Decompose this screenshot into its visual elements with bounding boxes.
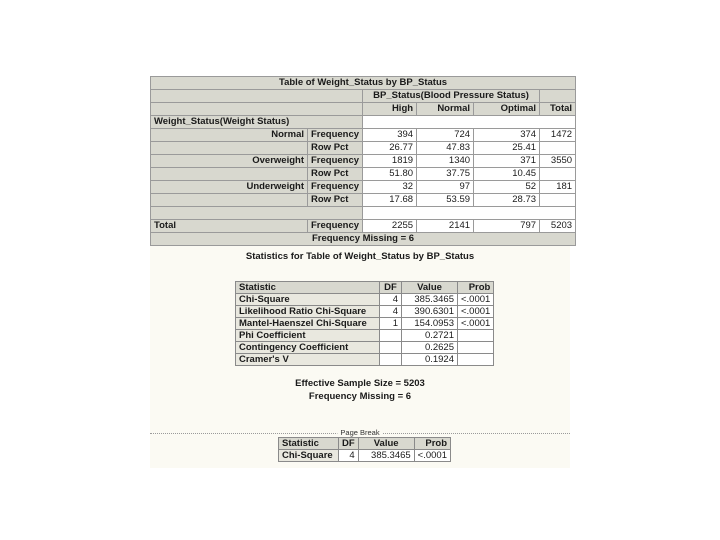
statistic-value: 0.2721 — [402, 330, 458, 342]
column-header: DF — [380, 282, 402, 294]
statistics-title: Statistics for Table of Weight_Status by BP_Status — [245, 251, 475, 262]
table-row — [236, 294, 494, 306]
table-row — [236, 330, 494, 342]
cell-value: 724 — [417, 129, 474, 142]
table-row — [151, 181, 576, 194]
statistic-value: 385.3465 — [358, 450, 414, 462]
column-header: Prob — [458, 282, 494, 294]
prob-value: <.0001 — [414, 450, 450, 462]
cell-value: 10.45 — [474, 168, 540, 181]
statistic-name: Contingency Coefficient — [236, 342, 380, 354]
freq-label: Frequency — [308, 181, 363, 194]
prob-value: <.0001 — [458, 294, 494, 306]
column-total: 2141 — [417, 220, 474, 233]
df-value — [380, 354, 402, 366]
statistic-value: 0.2625 — [402, 342, 458, 354]
column-total: 797 — [474, 220, 540, 233]
effective-sample-size: Effective Sample Size = 5203 — [295, 378, 425, 389]
pct-label: Row Pct — [308, 142, 363, 155]
table-row — [151, 194, 576, 207]
cell-value: 371 — [474, 155, 540, 168]
cell-value: 32 — [363, 181, 417, 194]
df-value: 4 — [339, 450, 359, 462]
statistics-table — [235, 281, 494, 366]
statistic-name: Cramer's V — [236, 354, 380, 366]
column-variable-row — [151, 90, 576, 103]
cell-value: 53.59 — [417, 194, 474, 207]
row-label: Overweight — [151, 155, 308, 168]
row-label: Underweight — [151, 181, 308, 194]
frequency-missing: Frequency Missing = 6 — [151, 233, 576, 246]
statistic-name: Chi-Square — [279, 450, 339, 462]
statistic-value: 390.6301 — [402, 306, 458, 318]
crosstab-title: Table of Weight_Status by BP_Status — [151, 77, 576, 90]
column-header: Statistic — [236, 282, 380, 294]
statistic-value: 0.1924 — [402, 354, 458, 366]
total-label: Total — [151, 220, 308, 233]
column-total: 2255 — [363, 220, 417, 233]
statistic-name: Phi Coefficient — [236, 330, 380, 342]
cell-value: 28.73 — [474, 194, 540, 207]
prob-value — [458, 330, 494, 342]
crosstab-table — [150, 76, 576, 246]
column-header: Normal — [417, 103, 474, 116]
cell-value: 47.83 — [417, 142, 474, 155]
row-total: 1472 — [540, 129, 576, 142]
column-header: Prob — [414, 438, 450, 450]
table-row — [151, 168, 576, 181]
table-row — [279, 450, 451, 462]
table-row — [236, 306, 494, 318]
column-header: Optimal — [474, 103, 540, 116]
row-label: Normal — [151, 129, 308, 142]
total-row — [151, 220, 576, 233]
table-row — [236, 318, 494, 330]
cell-value: 374 — [474, 129, 540, 142]
row-variable-label: Weight_Status(Weight Status) — [151, 116, 363, 129]
statistic-name: Chi-Square — [236, 294, 380, 306]
prob-value — [458, 354, 494, 366]
statistic-name: Likelihood Ratio Chi-Square — [236, 306, 380, 318]
cell-value: 394 — [363, 129, 417, 142]
column-variable-label: BP_Status(Blood Pressure Status) — [363, 90, 540, 103]
table-row — [236, 354, 494, 366]
cell-value: 52 — [474, 181, 540, 194]
prob-value: <.0001 — [458, 318, 494, 330]
page-break-label: Page Break — [337, 428, 382, 438]
statistic-value: 385.3465 — [402, 294, 458, 306]
cell-value: 37.75 — [417, 168, 474, 181]
cell-value: 51.80 — [363, 168, 417, 181]
cell-value: 97 — [417, 181, 474, 194]
df-value: 1 — [380, 318, 402, 330]
statistics-table-continued — [278, 437, 451, 462]
table-row — [151, 129, 576, 142]
missing-row — [151, 233, 576, 246]
column-header: DF — [339, 438, 359, 450]
row-total: 3550 — [540, 155, 576, 168]
prob-value: <.0001 — [458, 306, 494, 318]
cell-value: 1819 — [363, 155, 417, 168]
statistics-header-row — [236, 282, 494, 294]
grand-total: 5203 — [540, 220, 576, 233]
column-header: Value — [402, 282, 458, 294]
df-value: 4 — [380, 306, 402, 318]
cell-value: 17.68 — [363, 194, 417, 207]
freq-label: Frequency — [308, 155, 363, 168]
cell-value: 1340 — [417, 155, 474, 168]
statistic-name: Mantel-Haenszel Chi-Square — [236, 318, 380, 330]
freq-label: Frequency — [308, 129, 363, 142]
pct-label: Row Pct — [308, 194, 363, 207]
column-header: High — [363, 103, 417, 116]
table-row — [151, 155, 576, 168]
prob-value — [458, 342, 494, 354]
column-header: Value — [358, 438, 414, 450]
statistic-value: 154.0953 — [402, 318, 458, 330]
table-row — [236, 342, 494, 354]
frequency-missing-note: Frequency Missing = 6 — [308, 391, 412, 402]
df-value — [380, 330, 402, 342]
cell-value: 25.41 — [474, 142, 540, 155]
column-header: Statistic — [279, 438, 339, 450]
df-value: 4 — [380, 294, 402, 306]
crosstab-title-row — [151, 77, 576, 90]
column-header-row — [151, 103, 576, 116]
column-header: Total — [540, 103, 576, 116]
pct-label: Row Pct — [308, 168, 363, 181]
cell-value: 26.77 — [363, 142, 417, 155]
row-variable-row — [151, 116, 576, 129]
table-row — [151, 142, 576, 155]
spacer-row — [151, 207, 576, 220]
freq-label: Frequency — [308, 220, 363, 233]
statistics-header-row — [279, 438, 451, 450]
df-value — [380, 342, 402, 354]
row-total: 181 — [540, 181, 576, 194]
